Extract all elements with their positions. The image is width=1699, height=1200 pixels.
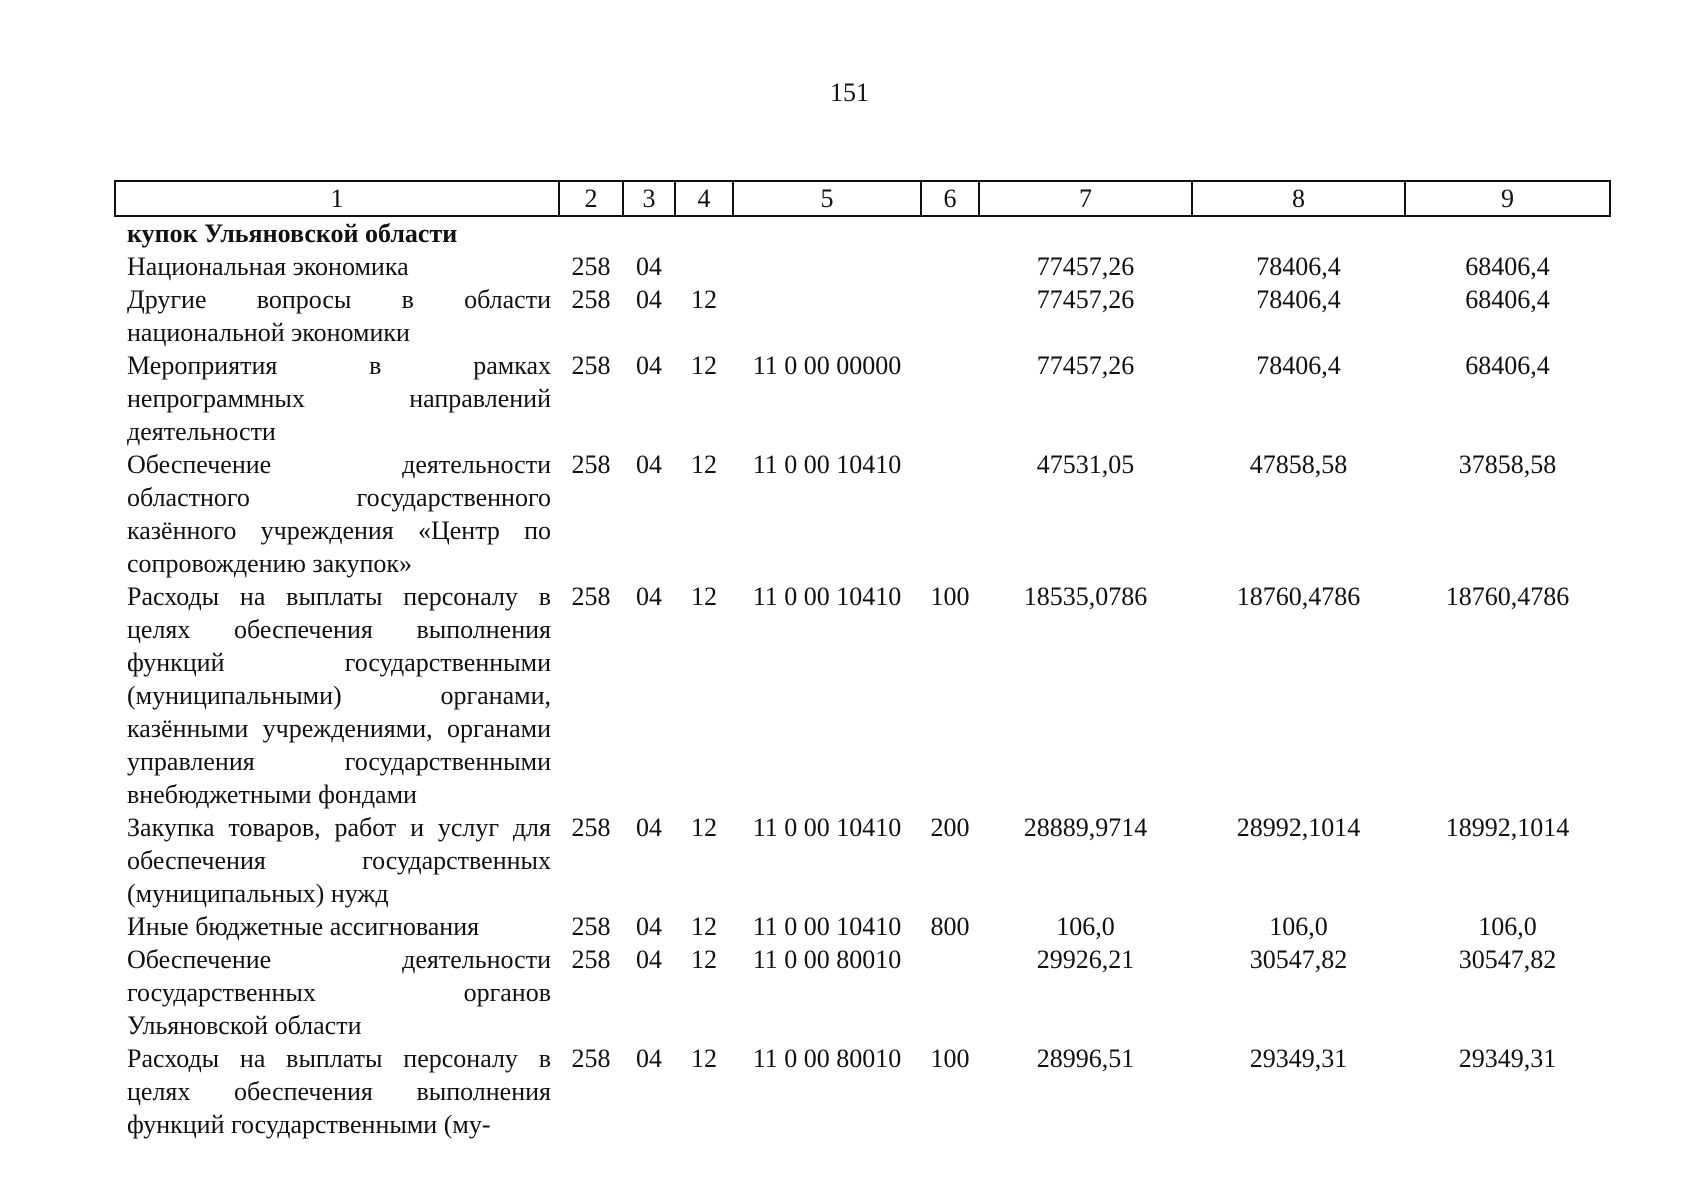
column-header: 1 bbox=[115, 181, 559, 216]
code-cell: 258 bbox=[571, 582, 611, 611]
code-cell: 04 bbox=[636, 945, 662, 974]
amount-cell: 18992,1014 bbox=[1445, 813, 1570, 842]
code-cell: 12 bbox=[691, 450, 717, 479]
amount-cell: 106,0 bbox=[1056, 912, 1115, 941]
table-row bbox=[115, 811, 1610, 910]
table-header bbox=[115, 181, 1610, 216]
table-row bbox=[115, 349, 1610, 448]
amount-cell: 29349,31 bbox=[1458, 1044, 1557, 1073]
amount-cell: 18760,4786 bbox=[1236, 582, 1361, 611]
table-row bbox=[115, 250, 1610, 283]
table-row bbox=[115, 283, 1610, 349]
name-cell: Обеспечение деятельности областного государственного казённого учреждения «Центр по сопровождению закупок» bbox=[127, 450, 551, 578]
code-cell: 258 bbox=[571, 450, 611, 479]
name-cell: купок Ульяновской области bbox=[127, 219, 458, 248]
column-header: 2 bbox=[559, 181, 623, 216]
header-row bbox=[115, 181, 1610, 216]
name-cell: Иные бюджетные ассигнования bbox=[127, 912, 480, 941]
column-header: 4 bbox=[675, 181, 733, 216]
code-cell bbox=[675, 216, 733, 250]
code-cell bbox=[921, 448, 979, 580]
amount-cell: 18535,0786 bbox=[1023, 582, 1148, 611]
code-cell: 258 bbox=[571, 945, 611, 974]
code-cell: 04 bbox=[636, 285, 662, 314]
code-cell: 11 0 00 80010 bbox=[752, 945, 902, 974]
code-cell: 258 bbox=[571, 813, 611, 842]
code-cell bbox=[921, 250, 979, 283]
code-cell: 11 0 00 10410 bbox=[752, 582, 902, 611]
amount-cell: 47531,05 bbox=[1036, 450, 1135, 479]
code-cell: 12 bbox=[691, 351, 717, 380]
amount-cell: 77457,26 bbox=[1036, 351, 1135, 380]
code-cell: 258 bbox=[571, 285, 611, 314]
amount-cell: 29349,31 bbox=[1249, 1044, 1348, 1073]
code-cell bbox=[733, 250, 921, 283]
code-cell: 258 bbox=[571, 252, 611, 281]
code-cell: 11 0 00 10410 bbox=[752, 450, 902, 479]
amount-cell: 28889,9714 bbox=[1023, 813, 1148, 842]
amount-cell: 30547,82 bbox=[1458, 945, 1557, 974]
amount-cell: 106,0 bbox=[1269, 912, 1328, 941]
amount-cell: 28992,1014 bbox=[1236, 813, 1361, 842]
amount-cell bbox=[979, 216, 1192, 250]
code-cell bbox=[733, 283, 921, 349]
amount-cell: 30547,82 bbox=[1249, 945, 1348, 974]
page-number: 151 bbox=[830, 78, 869, 107]
code-cell bbox=[623, 216, 675, 250]
column-header: 9 bbox=[1405, 181, 1610, 216]
code-cell: 11 0 00 00000 bbox=[752, 351, 902, 380]
name-cell: Обеспечение деятельности государственных органов Ульяновской области bbox=[127, 945, 551, 1040]
amount-cell: 28996,51 bbox=[1036, 1044, 1135, 1073]
table-row bbox=[115, 448, 1610, 580]
code-cell: 12 bbox=[691, 813, 717, 842]
amount-cell: 68406,4 bbox=[1465, 351, 1550, 380]
code-cell: 04 bbox=[636, 1044, 662, 1073]
code-cell: 100 bbox=[930, 1044, 970, 1073]
amount-cell: 68406,4 bbox=[1465, 285, 1550, 314]
code-cell: 04 bbox=[636, 252, 662, 281]
code-cell: 200 bbox=[930, 813, 970, 842]
code-cell bbox=[921, 349, 979, 448]
amount-cell bbox=[1405, 216, 1610, 250]
amount-cell: 29926,21 bbox=[1036, 945, 1135, 974]
amount-cell: 68406,4 bbox=[1465, 252, 1550, 281]
code-cell: 12 bbox=[691, 945, 717, 974]
table-row bbox=[115, 1042, 1610, 1141]
amount-cell: 78406,4 bbox=[1256, 285, 1341, 314]
name-cell: Расходы на выплаты персоналу в целях обеспечения выполнения функций государственными (муниципальными) органами, казёнными учреждениями, органами управления государственными внебюджетными фондами bbox=[127, 582, 551, 809]
code-cell: 258 bbox=[571, 912, 611, 941]
column-header: 3 bbox=[623, 181, 675, 216]
amount-cell: 77457,26 bbox=[1036, 285, 1135, 314]
code-cell: 12 bbox=[691, 582, 717, 611]
code-cell bbox=[921, 216, 979, 250]
name-cell: Расходы на выплаты персоналу в целях обеспечения выполнения функций государственными (му- bbox=[127, 1044, 551, 1139]
amount-cell: 77457,26 bbox=[1036, 252, 1135, 281]
code-cell: 04 bbox=[636, 813, 662, 842]
code-cell: 11 0 00 10410 bbox=[752, 912, 902, 941]
code-cell: 04 bbox=[636, 582, 662, 611]
table-body bbox=[115, 216, 1610, 1141]
code-cell: 04 bbox=[636, 450, 662, 479]
code-cell: 04 bbox=[636, 912, 662, 941]
amount-cell: 78406,4 bbox=[1256, 252, 1341, 281]
amount-cell: 47858,58 bbox=[1249, 450, 1348, 479]
code-cell: 11 0 00 80010 bbox=[752, 1044, 902, 1073]
code-cell: 04 bbox=[636, 351, 662, 380]
name-cell: Мероприятия в рамках непрограммных направлений деятельности bbox=[127, 351, 551, 446]
amount-cell: 37858,58 bbox=[1458, 450, 1557, 479]
column-header: 8 bbox=[1192, 181, 1405, 216]
code-cell: 12 bbox=[691, 285, 717, 314]
table-row bbox=[115, 943, 1610, 1042]
budget-table bbox=[114, 180, 1611, 1141]
code-cell: 100 bbox=[930, 582, 970, 611]
table-row bbox=[115, 910, 1610, 943]
code-cell bbox=[921, 283, 979, 349]
amount-cell bbox=[1192, 216, 1405, 250]
code-cell bbox=[921, 943, 979, 1042]
code-cell: 11 0 00 10410 bbox=[752, 813, 902, 842]
amount-cell: 18760,4786 bbox=[1445, 582, 1570, 611]
code-cell: 800 bbox=[930, 912, 970, 941]
name-cell: Национальная экономика bbox=[127, 252, 409, 281]
code-cell bbox=[675, 250, 733, 283]
code-cell: 258 bbox=[571, 351, 611, 380]
code-cell: 12 bbox=[691, 912, 717, 941]
column-header: 5 bbox=[733, 181, 921, 216]
code-cell bbox=[733, 216, 921, 250]
column-header: 7 bbox=[979, 181, 1192, 216]
code-cell: 12 bbox=[691, 1044, 717, 1073]
table-row bbox=[115, 216, 1610, 250]
column-header: 6 bbox=[921, 181, 979, 216]
code-cell bbox=[559, 216, 623, 250]
code-cell: 258 bbox=[571, 1044, 611, 1073]
table-row bbox=[115, 580, 1610, 811]
amount-cell: 106,0 bbox=[1478, 912, 1537, 941]
name-cell: Закупка товаров, работ и услуг для обеспечения государственных (муниципальных) нужд bbox=[127, 813, 551, 908]
name-cell: Другие вопросы в области национальной экономики bbox=[127, 285, 551, 347]
amount-cell: 78406,4 bbox=[1256, 351, 1341, 380]
